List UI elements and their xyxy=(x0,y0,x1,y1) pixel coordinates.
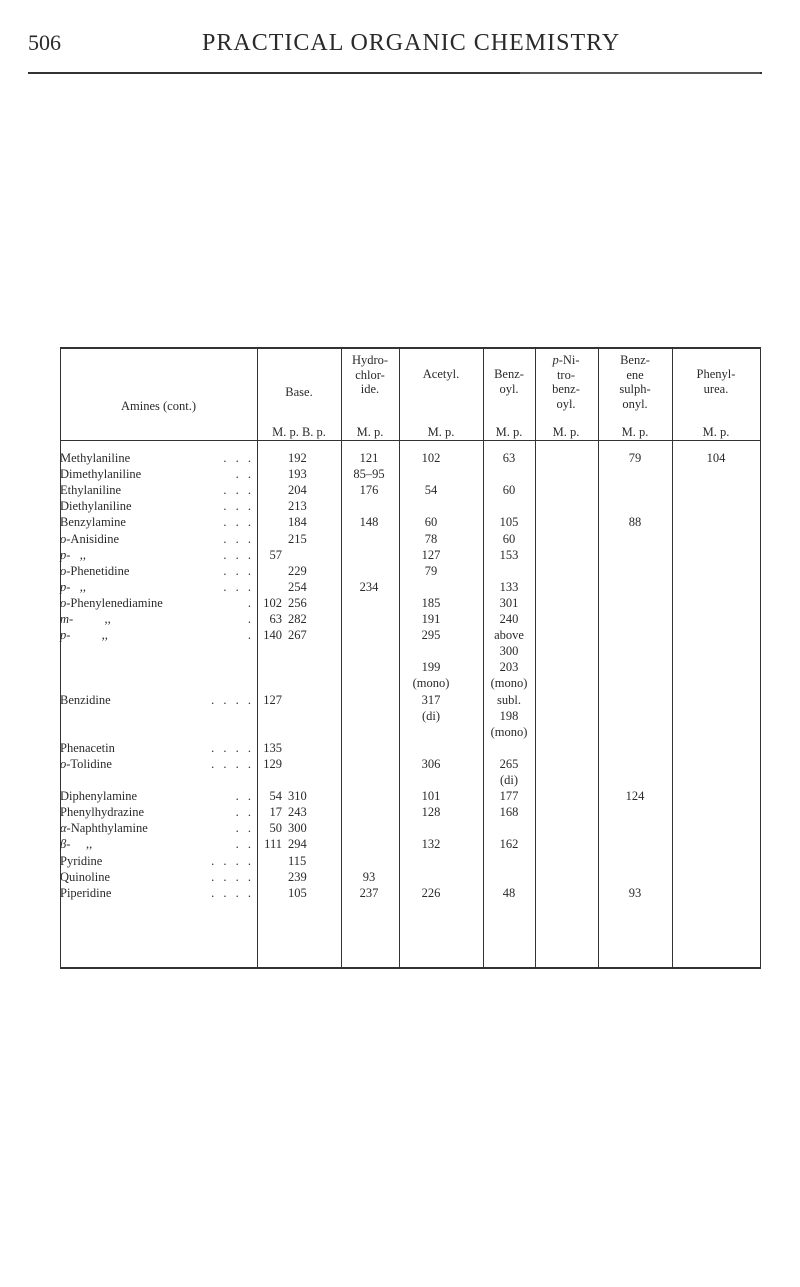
cell-hydro: 93 xyxy=(362,869,376,884)
cell-benzoyl: 133 xyxy=(499,579,519,594)
row-name xyxy=(60,741,115,756)
compound-name: Naphthylamine xyxy=(70,821,148,836)
compound-name: ,, xyxy=(70,628,108,643)
compound-name: Phenylenediamine xyxy=(70,595,163,610)
cell-benzoyl: 168 xyxy=(499,805,519,820)
cell-acetyl: 128 xyxy=(421,805,441,820)
compound-name: Quinoline xyxy=(60,869,110,884)
cell-acetyl: (mono) xyxy=(412,676,450,691)
header-sulph xyxy=(619,353,650,411)
leader-dots: . . . . xyxy=(211,853,254,868)
compound-name: ,, xyxy=(70,837,93,852)
cell-bp: 256 xyxy=(288,595,307,610)
header-acetyl-line: Acetyl. xyxy=(422,367,460,381)
cell-hydro: 121 xyxy=(359,451,379,465)
row-name xyxy=(60,789,137,804)
cell-mp: 50 xyxy=(269,821,282,836)
cell-sulph: 124 xyxy=(625,789,645,804)
header-pnitro-line: p-Ni- xyxy=(552,353,580,367)
cell-benzoyl: (mono) xyxy=(490,676,528,691)
leader-dots: . . xyxy=(235,789,254,804)
row-name xyxy=(60,532,119,547)
cell-hydro: 85–95 xyxy=(353,467,385,482)
header-pnitro xyxy=(552,353,580,411)
column-divider-7 xyxy=(672,347,673,969)
header-phenyl xyxy=(697,367,736,396)
header-sulph-line: sulph- xyxy=(619,382,651,396)
cell-bp: 282 xyxy=(288,612,307,626)
row-name xyxy=(60,693,111,708)
cell-acetyl: (di) xyxy=(421,708,441,723)
cell-acetyl: 78 xyxy=(424,531,438,546)
row-name xyxy=(60,451,130,466)
italic-prefix: p xyxy=(552,353,559,367)
header-sulph-line: ene xyxy=(626,367,644,382)
isomer-prefix: o- xyxy=(60,531,71,546)
row-name xyxy=(60,596,163,611)
cell-acetyl: 132 xyxy=(421,837,441,852)
header-benzoyl-line: Benz- xyxy=(494,367,524,381)
table-edge-8 xyxy=(760,347,761,969)
cell-bp: 204 xyxy=(288,483,307,498)
cell-mp: 129 xyxy=(263,756,282,771)
cell-acetyl: 101 xyxy=(421,789,441,804)
row-name xyxy=(60,580,86,595)
cell-phenyl: 104 xyxy=(706,451,726,465)
header-benzoyl xyxy=(494,367,524,396)
cell-acetyl: 79 xyxy=(424,563,438,578)
isomer-prefix: m- xyxy=(60,612,74,626)
row-name xyxy=(60,854,102,869)
header-hydro-line: ide. xyxy=(360,382,380,396)
leader-dots: . . xyxy=(235,467,254,482)
compound-name: Benzidine xyxy=(60,692,111,707)
header-sulph-line: Benz- xyxy=(620,353,650,367)
running-title: PRACTICAL ORGANIC CHEMISTRY xyxy=(202,30,621,56)
cell-benzoyl: 63 xyxy=(502,451,516,465)
column-divider-2 xyxy=(341,347,342,969)
cell-mp: 102 xyxy=(263,595,282,610)
compound-name: Diethylaniline xyxy=(60,499,132,514)
cell-bp: 193 xyxy=(288,467,307,482)
table-top-rule xyxy=(60,347,760,349)
leader-dots: . . . xyxy=(223,451,254,465)
cell-acetyl: 185 xyxy=(421,595,441,610)
leader-dots: . . . xyxy=(223,547,254,562)
leader-dots: . . . . xyxy=(211,885,254,900)
leader-dots: . . xyxy=(235,805,254,820)
compound-name: Tolidine xyxy=(70,756,112,771)
cell-bp: 254 xyxy=(288,579,307,594)
compound-name: Anisidine xyxy=(70,531,120,546)
cell-acetyl: 306 xyxy=(421,756,441,771)
cell-acetyl: 226 xyxy=(421,885,441,900)
row-name xyxy=(60,837,92,852)
cell-benzoyl: (di) xyxy=(499,773,519,787)
row-name xyxy=(60,515,126,530)
header-phenyl-line: Phenyl- xyxy=(696,367,736,381)
cell-benzoyl: 301 xyxy=(499,595,519,610)
header-pnitro-line: oyl. xyxy=(556,396,576,411)
header-sulph-line: onyl. xyxy=(622,396,648,411)
row-name xyxy=(60,499,132,514)
leader-dots: . . . . xyxy=(211,740,254,755)
compound-name: Diphenylamine xyxy=(60,789,138,804)
compound-name: Phenacetin xyxy=(60,740,115,755)
row-name xyxy=(60,870,110,885)
header-bottom-rule xyxy=(60,440,760,441)
leader-dots: . . . . xyxy=(211,692,254,707)
cell-hydro: 234 xyxy=(359,579,379,594)
amines-table xyxy=(60,347,760,969)
cell-sulph: 88 xyxy=(628,515,642,530)
cell-bp: 243 xyxy=(288,805,307,820)
page-number: 506 xyxy=(28,30,61,55)
header-phenyl-line: urea. xyxy=(703,381,729,396)
cell-bp: 300 xyxy=(288,821,307,836)
compound-name: Benzylamine xyxy=(60,515,126,530)
isomer-prefix: p- xyxy=(60,628,71,643)
cell-bp: 229 xyxy=(288,563,307,578)
compound-name: Pyridine xyxy=(60,853,103,868)
cell-benzoyl: above xyxy=(494,628,524,643)
cell-acetyl: 199 xyxy=(421,660,441,675)
isomer-prefix: β- xyxy=(60,837,71,852)
row-name xyxy=(60,628,108,643)
leader-dots: . . . xyxy=(223,531,254,546)
leader-dots: . xyxy=(247,628,254,643)
header-acetyl xyxy=(423,367,459,382)
cell-mp: 127 xyxy=(263,692,282,707)
cell-bp: 294 xyxy=(288,837,307,852)
cell-sulph: 79 xyxy=(628,451,642,465)
cell-bp: 184 xyxy=(288,515,307,530)
column-divider-1 xyxy=(257,347,258,969)
isomer-prefix: o- xyxy=(60,563,71,578)
compound-name: Methylaniline xyxy=(60,451,131,465)
cell-benzoyl: 60 xyxy=(502,483,516,498)
leader-dots: . . . xyxy=(223,515,254,530)
cell-benzoyl: 240 xyxy=(499,612,519,626)
header-hydro xyxy=(352,353,388,397)
compound-name: Piperidine xyxy=(60,885,112,900)
row-name xyxy=(60,548,86,563)
cell-benzoyl: 153 xyxy=(499,547,519,562)
cell-benzoyl: (mono) xyxy=(490,724,528,739)
row-name xyxy=(60,483,121,498)
cell-benzoyl: 162 xyxy=(499,837,519,852)
header-hydro-line: Hydro- xyxy=(351,353,389,367)
leader-dots: . . . xyxy=(223,563,254,578)
cell-benzoyl: 265 xyxy=(499,756,519,771)
header-sulph-unit: M. p. xyxy=(621,425,649,439)
row-name xyxy=(60,886,111,901)
compound-name: ,, xyxy=(73,612,111,626)
row-name xyxy=(60,612,111,627)
cell-hydro: 148 xyxy=(359,515,379,530)
isomer-prefix: o- xyxy=(60,756,71,771)
cell-acetyl: 191 xyxy=(421,612,441,626)
cell-benzoyl: 177 xyxy=(499,789,519,804)
header-rule-accent xyxy=(520,72,760,74)
cell-bp: 239 xyxy=(288,869,307,884)
cell-acetyl: 295 xyxy=(421,628,441,643)
leader-dots: . . xyxy=(235,821,254,836)
header-benzoyl-unit: M. p. xyxy=(495,425,523,439)
cell-benzoyl: 198 xyxy=(499,708,519,723)
cell-mp: 57 xyxy=(269,547,282,562)
header-phenyl-unit: M. p. xyxy=(702,425,730,439)
column-divider-4 xyxy=(483,347,484,969)
cell-bp: 310 xyxy=(288,789,307,804)
header-amines: Amines (cont.) xyxy=(121,399,196,413)
table-bottom-rule xyxy=(60,967,760,969)
compound-name: Ethylaniline xyxy=(60,483,122,498)
cell-bp: 105 xyxy=(288,885,307,900)
column-divider-6 xyxy=(598,347,599,969)
compound-name: ,, xyxy=(70,547,87,562)
cell-acetyl: 102 xyxy=(421,451,441,465)
header-base-line: Base. xyxy=(285,385,313,399)
header-pnitro-line: benz- xyxy=(552,382,580,396)
cell-bp: 215 xyxy=(288,531,307,546)
leader-dots: . . . . xyxy=(211,756,254,771)
compound-name: Phenetidine xyxy=(70,563,130,578)
cell-benzoyl: 105 xyxy=(499,515,519,530)
cell-mp: 135 xyxy=(263,740,282,755)
cell-sulph: 93 xyxy=(628,885,642,900)
cell-acetyl: 60 xyxy=(424,515,438,530)
header-base xyxy=(285,385,312,400)
cell-bp: 192 xyxy=(288,451,307,465)
cell-mp: 54 xyxy=(269,789,282,804)
column-divider-5 xyxy=(535,347,536,969)
cell-benzoyl: 300 xyxy=(499,644,519,659)
row-name xyxy=(60,821,148,836)
header-hydro-unit: M. p. xyxy=(356,425,384,439)
row-name xyxy=(60,757,112,772)
compound-name: ,, xyxy=(70,579,87,594)
cell-benzoyl: 60 xyxy=(502,531,516,546)
isomer-prefix: o- xyxy=(60,595,71,610)
row-name xyxy=(60,805,144,820)
compound-name: Dimethylaniline xyxy=(60,467,142,482)
cell-bp: 267 xyxy=(288,628,307,643)
column-divider-3 xyxy=(399,347,400,969)
header-benzoyl-line: oyl. xyxy=(499,381,519,396)
header-base-unit: M. p. B. p. xyxy=(272,425,326,439)
cell-hydro: 237 xyxy=(359,885,379,900)
row-name xyxy=(60,564,129,579)
header-pnitro-unit: M. p. xyxy=(552,425,580,439)
compound-name: Phenylhydrazine xyxy=(60,805,145,820)
leader-dots: . . . . xyxy=(211,869,254,884)
header-acetyl-unit: M. p. xyxy=(427,425,455,439)
cell-benzoyl: 48 xyxy=(502,885,516,900)
cell-acetyl: 317 xyxy=(421,692,441,707)
cell-bp: 115 xyxy=(288,853,307,868)
cell-bp: 213 xyxy=(288,499,307,514)
cell-benzoyl: subl. xyxy=(497,692,521,707)
cell-mp: 111 xyxy=(264,837,282,852)
cell-mp: 17 xyxy=(269,805,282,820)
cell-mp: 63 xyxy=(269,612,282,626)
leader-dots: . . . xyxy=(223,579,254,594)
leader-dots: . . . xyxy=(223,499,254,514)
isomer-prefix: p- xyxy=(60,579,71,594)
cell-benzoyl: 203 xyxy=(499,660,519,675)
header-pnitro-line: tro- xyxy=(556,367,576,382)
leader-dots: . . . xyxy=(223,483,254,498)
cell-acetyl: 127 xyxy=(421,547,441,562)
isomer-prefix: α- xyxy=(60,821,71,836)
cell-acetyl: 54 xyxy=(424,483,438,498)
leader-dots: . xyxy=(247,595,254,610)
header-hydro-line: chlor- xyxy=(355,367,385,382)
row-name xyxy=(60,467,141,482)
leader-dots: . . xyxy=(235,837,254,852)
leader-dots: . xyxy=(247,612,254,626)
cell-hydro: 176 xyxy=(359,483,379,498)
cell-mp: 140 xyxy=(263,628,282,643)
isomer-prefix: p- xyxy=(60,547,71,562)
